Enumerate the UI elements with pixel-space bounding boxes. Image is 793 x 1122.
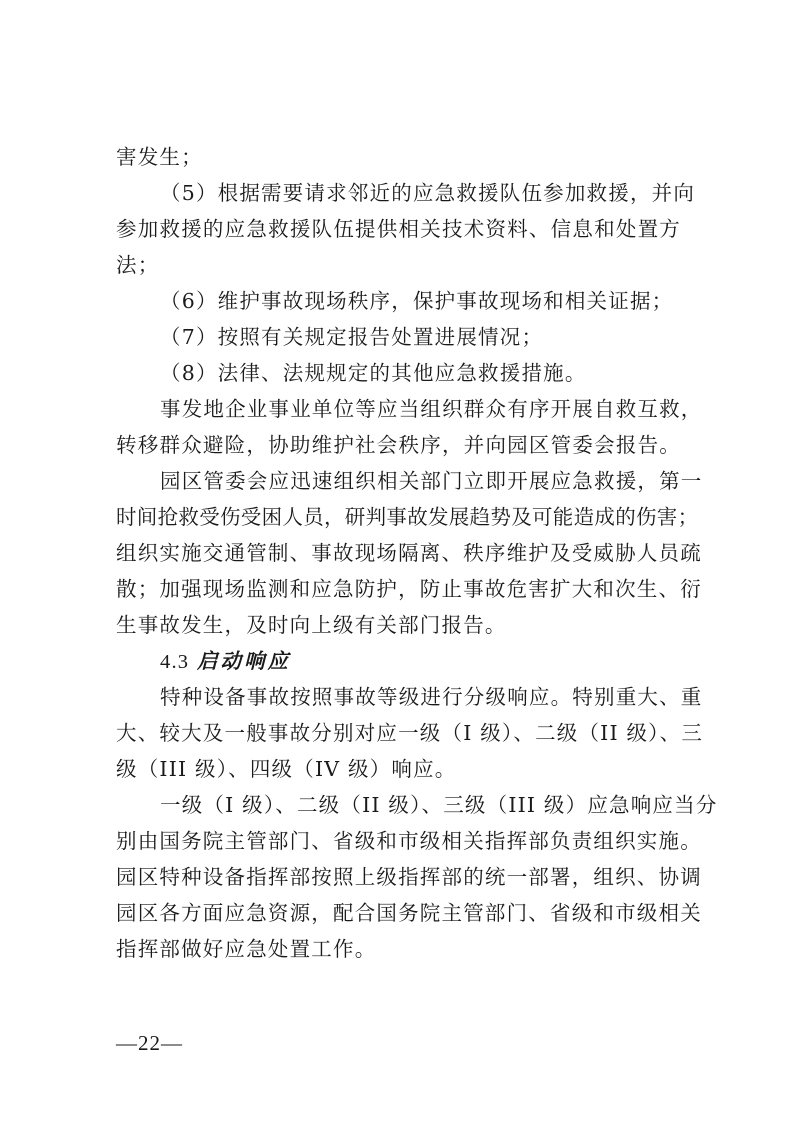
text-line: 害发生； (116, 145, 203, 169)
text-line: 事发地企业事业单位等应当组织群众有序开展自救互救， (160, 397, 703, 421)
text-line: 指挥部做好应急处置工作。 (116, 937, 377, 961)
section-number: 4.3 (160, 651, 190, 673)
text-line: （7）按照有关规定报告处置进展情况； (160, 325, 544, 349)
text-line: 转移群众避险，协助维护社会秩序，并向园区管委会报告。 (116, 433, 681, 457)
text-line: 组织实施交通管制、事故现场隔离、秩序维护及受威胁人员疏 (116, 541, 702, 565)
text-line: （6）维护事故现场秩序，保护事故现场和相关证据； (160, 289, 674, 313)
text-line: 生事故发生，及时向上级有关部门报告。 (116, 613, 507, 637)
text-line: 园区特种设备指挥部按照上级指挥部的统一部署，组织、协调 (116, 865, 702, 889)
text-line: 一级（I 级）、二级（II 级）、三级（III 级）应急响应当分 (160, 793, 718, 817)
text-line: （5）根据需要请求邻近的应急救援队伍参加救援，并向 (160, 181, 696, 205)
section-title: 启动响应 (196, 649, 291, 673)
text-line: 特种设备事故按照事故等级进行分级响应。特别重大、重 (160, 685, 703, 709)
text-line: 散；加强现场监测和应急防护，防止事故危害扩大和次生、衍 (116, 577, 702, 601)
page-number: —22— (116, 1031, 183, 1055)
text-line: 法； (116, 253, 160, 277)
text-line: 大、较大及一般事故分别对应一级（I 级）、二级（II 级）、三 (116, 721, 704, 745)
text-line: 园区各方面应急资源，配合国务院主管部门、省级和市级相关 (116, 901, 702, 925)
section-heading (160, 643, 681, 679)
text-line: 级（III 级）、四级（IV 级）响应。 (116, 757, 457, 781)
text-line: 别由国务院主管部门、省级和市级相关指挥部负责组织实施。 (116, 829, 702, 853)
text-line: 园区管委会应迅速组织相关部门立即开展应急救援，第一 (160, 469, 703, 493)
text-line: 参加救援的应急救援队伍提供相关技术资料、信息和处置方 (116, 217, 681, 241)
text-line: 时间抢救受伤受困人员，研判事故发展趋势及可能造成的伤害； (116, 505, 699, 529)
text-line: （8）法律、法规规定的其他应急救援措施。 (160, 361, 587, 385)
